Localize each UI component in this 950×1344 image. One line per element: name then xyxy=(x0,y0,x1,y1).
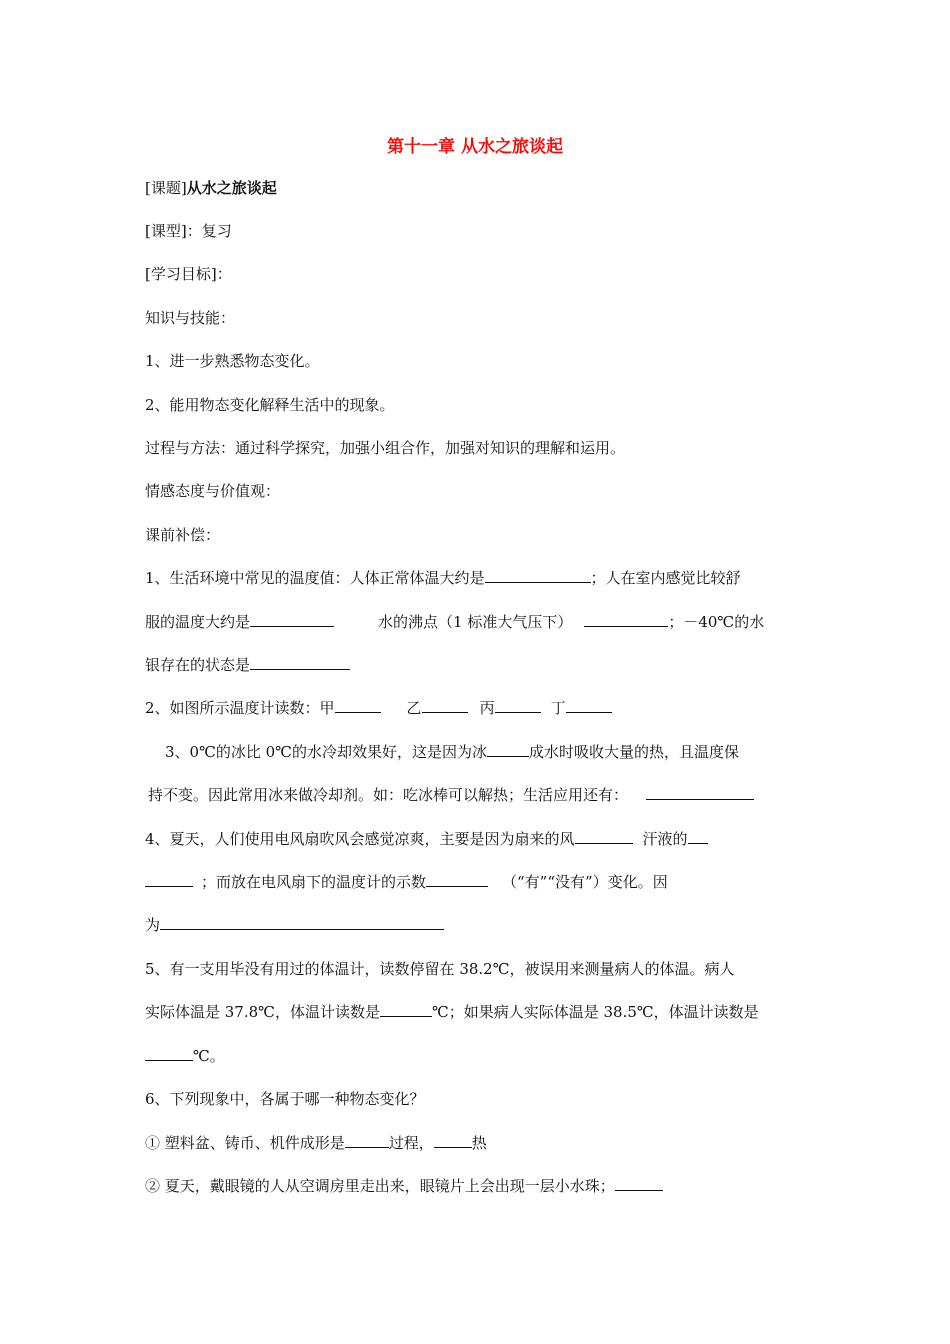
answer-blank[interactable] xyxy=(487,742,529,757)
topic-line xyxy=(145,178,277,198)
answer-blank[interactable] xyxy=(380,1002,432,1017)
answer-blank[interactable] xyxy=(485,568,591,583)
answer-blank[interactable] xyxy=(345,1133,389,1148)
knowledge-item-2: 2、能用物态变化解释生活中的现象。 xyxy=(145,396,395,414)
page-title: 第十一章 从水之旅谈起 xyxy=(387,137,563,157)
answer-blank[interactable] xyxy=(250,612,334,627)
question-4-line-3: 为 xyxy=(145,915,444,935)
topic-label: [课题] xyxy=(145,179,187,197)
answer-blank[interactable] xyxy=(335,698,381,713)
question-5-line-1: 5、有一支用毕没有用过的体温计，读数停留在 38.2℃，被误用来测量病人的体温。病人 xyxy=(145,960,735,978)
answer-blank[interactable] xyxy=(646,785,754,800)
objectives-heading: [学习目标]： xyxy=(145,265,232,283)
answer-blank[interactable] xyxy=(160,915,444,930)
question-1-line-1: 1、生活环境中常见的温度值：人体正常体温大约是 ；人在室内感觉比较舒 xyxy=(145,569,741,587)
answer-blank[interactable] xyxy=(495,698,541,713)
answer-blank[interactable] xyxy=(250,655,350,670)
answer-blank[interactable] xyxy=(145,1046,193,1061)
topic-value: 从水之旅谈起 xyxy=(186,179,277,197)
answer-blank[interactable] xyxy=(566,698,612,713)
question-3-line-1: 3、0℃的冰比 0℃的水冷却效果好，这是因为冰 成水时吸收大量的热，且温度保 xyxy=(165,743,739,761)
question-1-line-3: 银存在的状态是 xyxy=(145,655,350,675)
pre-class-heading: 课前补偿： xyxy=(145,526,221,544)
question-6-item-1: ① 塑料盆、铸币、机件成形是 过程， 热 xyxy=(145,1134,487,1152)
answer-blank[interactable] xyxy=(422,698,468,713)
question-6-item-2: ② 夏天，戴眼镜的人从空调房里走出来，眼镜片上会出现一层小水珠； xyxy=(145,1176,663,1196)
question-5-line-2: 实际体温是 37.8℃，体温计读数是 ℃；如果病人实际体温是 38.5℃，体温计读数是 xyxy=(145,1003,759,1021)
answer-blank[interactable] xyxy=(426,872,488,887)
question-5-line-3: ℃。 xyxy=(145,1046,225,1066)
question-1-line-2: 服的温度大约是 水的沸点（1 标准大气压下） ；－40℃的水 xyxy=(145,613,765,631)
lesson-type: [课型]：复习 xyxy=(145,222,232,240)
knowledge-heading: 知识与技能： xyxy=(145,309,236,327)
answer-blank[interactable] xyxy=(434,1133,472,1148)
question-6-heading: 6、下列现象中，各属于哪一种物态变化？ xyxy=(145,1090,425,1108)
answer-blank[interactable] xyxy=(615,1176,663,1191)
answer-blank[interactable] xyxy=(575,829,633,844)
answer-blank[interactable] xyxy=(584,612,668,627)
question-4-line-1: 4、夏天，人们使用电风扇吹风会感觉凉爽，主要是因为扇来的风 汗液的 xyxy=(145,829,708,849)
question-4-line-2: ；而放在电风扇下的温度计的示数 （“有”“没有”）变化。因 xyxy=(145,872,668,892)
emotion-heading: 情感态度与价值观： xyxy=(145,482,281,500)
process-method: 过程与方法：通过科学探究，加强小组合作，加强对知识的理解和运用。 xyxy=(145,439,626,457)
knowledge-item-1: 1、进一步熟悉物态变化。 xyxy=(145,352,320,370)
question-3-line-2: 持不变。因此常用冰来做冷却剂。如：吃冰棒可以解热；生活应用还有： xyxy=(148,785,754,805)
answer-blank[interactable] xyxy=(688,829,708,844)
question-2: 2、如图所示温度计读数：甲 乙 丙 丁 xyxy=(145,698,612,718)
answer-blank[interactable] xyxy=(145,872,193,887)
